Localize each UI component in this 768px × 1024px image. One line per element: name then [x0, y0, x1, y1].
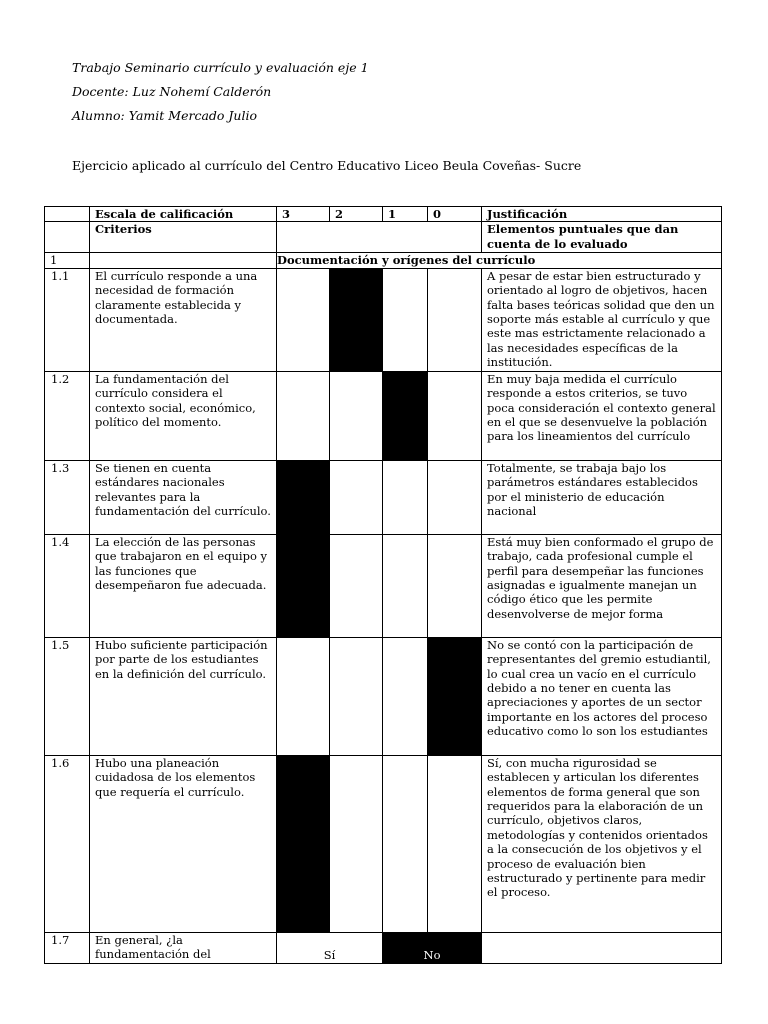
header-score-1: 1: [383, 207, 428, 222]
section-blank-cell: [90, 253, 277, 268]
header-justification: Justificación: [482, 207, 722, 222]
section-row: [45, 253, 722, 268]
answer-no: No: [383, 932, 482, 963]
table-row: [45, 534, 722, 637]
header-teacher: Docente: Luz Nohemí Calderón: [72, 84, 272, 99]
table-subheader-row: [45, 222, 722, 253]
header-scale: Escala de calificación: [90, 207, 277, 222]
score-cell-3-selected: [277, 534, 330, 637]
score-cell-3: [277, 637, 330, 755]
score-cell-1: [383, 268, 428, 371]
score-cell-2: [330, 637, 383, 755]
section-title-text: Documentación y orígenes del currículo: [277, 253, 536, 268]
header-score-2: 2: [330, 207, 383, 222]
row-justification: En muy baja medida el currículo responde a estos criterios, se tuvo poca consideración el contexto general en el que se desenvuelve la población para los lineamientos del currículo: [482, 371, 722, 460]
score-cell-2-selected: [330, 268, 383, 371]
table-row: [45, 755, 722, 932]
row-criterion: Hubo una planeación cuidadosa de los elementos que requería el currículo.: [90, 755, 277, 932]
row-criterion: La elección de las personas que trabajaron en el equipo y las funciones que desempeñaron fue adecuada.: [90, 534, 277, 637]
row-number: 1.1: [45, 268, 90, 371]
section-title: [277, 253, 722, 268]
subheader-blank-cell: [45, 222, 90, 253]
criteria-rows: [45, 268, 722, 932]
header-course-title: Trabajo Seminario currículo y evaluación eje 1: [72, 60, 369, 75]
score-cell-3: [277, 268, 330, 371]
row-criterion: Se tienen en cuenta estándares nacionales relevantes para la fundamentación del currículo.: [90, 460, 277, 534]
intro-text: Ejercicio aplicado al currículo del Centro Educativo Liceo Beula Coveñas- Sucre: [72, 158, 582, 173]
score-cell-1: [383, 534, 428, 637]
score-cell-1: [383, 637, 428, 755]
score-cell-0: [428, 755, 482, 932]
row-number: 1.5: [45, 637, 90, 755]
score-cell-1-selected: [383, 371, 428, 460]
answer-yes: Sí: [277, 932, 383, 963]
table-row: [45, 460, 722, 534]
row-justification: No se contó con la participación de representantes del gremio estudiantil, lo cual crea un vacío en el currículo debido a no tener en cuenta las apreciaciones y aportes de un sector importante en los actores del proceso educativo como lo son los estudiantes: [482, 637, 722, 755]
table-row: [45, 268, 722, 371]
score-cell-2: [330, 371, 383, 460]
score-cell-3: [277, 371, 330, 460]
table-row: [45, 371, 722, 460]
row-criterion: El currículo responde a una necesidad de formación claramente establecida y documentada.: [90, 268, 277, 371]
score-cell-2: [330, 460, 383, 534]
score-cell-0: [428, 371, 482, 460]
section-number: 1: [45, 253, 90, 268]
row-criterion: En general, ¿la fundamentación del: [90, 932, 277, 963]
row-number: 1.2: [45, 371, 90, 460]
table-header-row: [45, 207, 722, 222]
subheader-scores-blank: [277, 222, 482, 253]
score-cell-0-selected: [428, 637, 482, 755]
row-criterion: La fundamentación del currículo considera el contexto social, económico, político del momento.: [90, 371, 277, 460]
score-cell-0: [428, 534, 482, 637]
score-cell-1: [383, 755, 428, 932]
row-number: 1.4: [45, 534, 90, 637]
row-number: 1.7: [45, 932, 90, 963]
row-justification: A pesar de estar bien estructurado y orientado al logro de objetivos, hacen falta bases teóricas solidad que den un soporte más estable al currículo y que este mas estrictamente relacionado a las necesidades específicas de la institución.: [482, 268, 722, 371]
score-cell-3-selected: [277, 460, 330, 534]
score-cell-2: [330, 534, 383, 637]
header-blank-cell: [45, 207, 90, 222]
row-number: 1.6: [45, 755, 90, 932]
score-cell-2: [330, 755, 383, 932]
header-student: Alumno: Yamit Mercado Julio: [72, 108, 257, 123]
score-cell-0: [428, 268, 482, 371]
score-cell-1: [383, 460, 428, 534]
header-score-0: 0: [428, 207, 482, 222]
score-cell-3-selected: [277, 755, 330, 932]
row-number: 1.3: [45, 460, 90, 534]
row-justification: Sí, con mucha rigurosidad se establecen y articulan los diferentes elementos de forma general que son requeridos para la elaboración de un currículo, objetivos claros, metodologías y contenidos orientados a la consecución de los objetivos y el proceso de evaluación bien estructurado y pertinente para medir el proceso.: [482, 755, 722, 932]
row-criterion: Hubo suficiente participación por parte de los estudiantes en la definición del currículo.: [90, 637, 277, 755]
table-row: [45, 637, 722, 755]
subheader-elements: Elementos puntuales que dan cuenta de lo evaluado: [482, 222, 722, 253]
row-justification: Está muy bien conformado el grupo de trabajo, cada profesional cumple el perfil para desempeñar las funciones asignadas e igualmente manejan un código ético que les permite desenvolverse de mejor forma: [482, 534, 722, 637]
subheader-criteria: Criterios: [90, 222, 277, 253]
table-row-last: [45, 932, 722, 963]
score-cell-0: [428, 460, 482, 534]
row-justification: Totalmente, se trabaja bajo los parámetros estándares establecidos por el ministerio de educación nacional: [482, 460, 722, 534]
row-justification-empty: [482, 932, 722, 963]
evaluation-table: [44, 206, 722, 964]
header-score-3: 3: [277, 207, 330, 222]
